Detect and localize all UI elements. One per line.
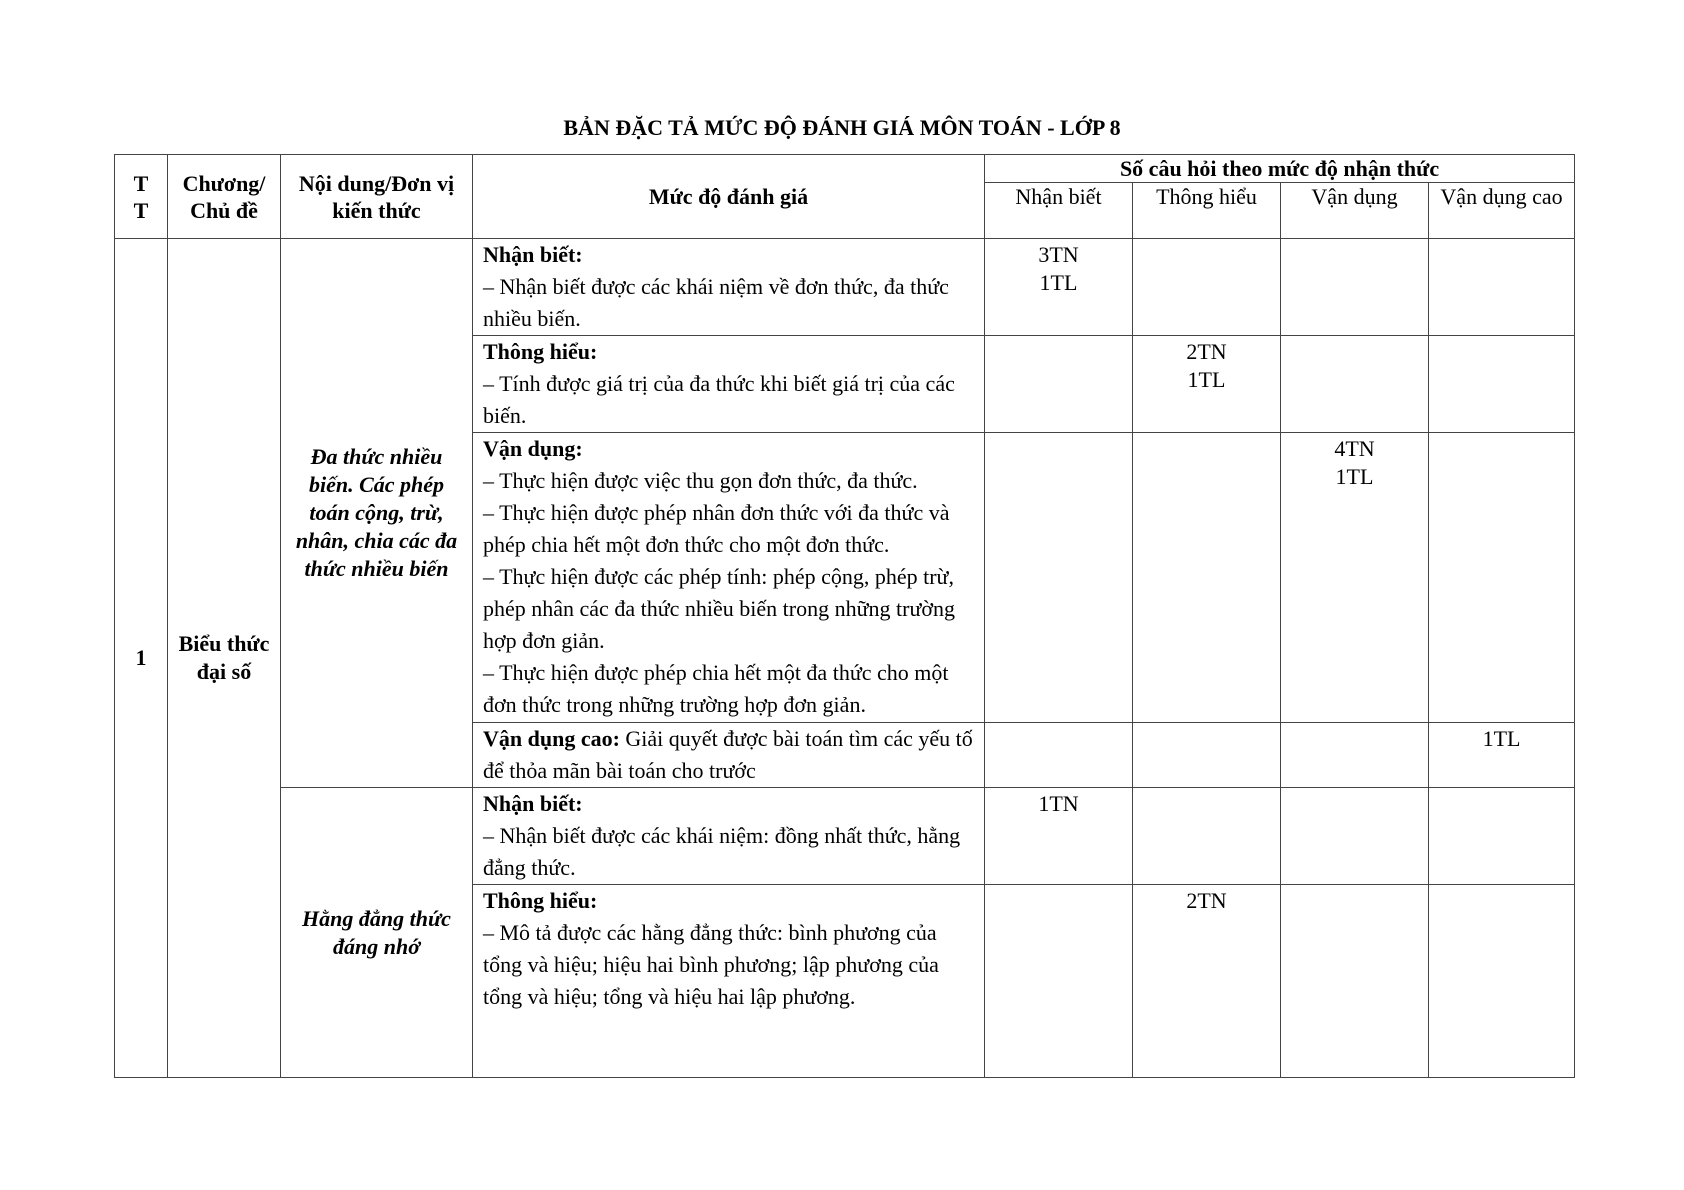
header-chapter: Chương/ Chủ đề [168,155,281,239]
level-label: Thông hiểu: [483,888,598,913]
count-vdc [1429,885,1575,1078]
count-nb [985,885,1133,1078]
level-desc: – Thực hiện được phép nhân đơn thức với đa thức và phép chia hết một đơn thức cho một đơn thức. [483,500,950,557]
header-th: Thông hiểu [1133,183,1281,239]
count-vd: 4TN 1TL [1281,433,1429,723]
level-label: Nhận biết: [483,242,583,267]
level-desc: – Nhận biết được các khái niệm: đồng nhất thức, hằng đẳng thức. [483,823,961,880]
level-desc: – Mô tả được các hằng đẳng thức: bình phương của tổng và hiệu; hiệu hai bình phương; lập phương của tổng và hiệu; tổng và hiệu hai lập phương. [483,920,939,1009]
row-chapter: Biểu thức đại số [168,239,281,1078]
count-vdc [1429,239,1575,336]
count-th [1133,433,1281,723]
count-th [1133,239,1281,336]
count-vd [1281,788,1429,885]
level-cell [473,433,985,723]
count-th: 2TN 1TL [1133,336,1281,433]
count-th [1133,788,1281,885]
level-desc: Giải quyết được bài toán tìm các yếu tố để thỏa mãn bài toán cho trước [483,726,973,783]
header-nb: Nhận biết [985,183,1133,239]
count-nb [985,336,1133,433]
level-desc: – Thực hiện được việc thu gọn đơn thức, đa thức. [483,468,918,493]
row-topic-1: Đa thức nhiều biến. Các phép toán cộng, trừ, nhân, chia các đa thức nhiều biến [281,239,473,788]
header-vdc: Vận dụng cao [1429,183,1575,239]
level-cell [473,885,985,1078]
level-desc: – Tính được giá trị của đa thức khi biết giá trị của các biến. [483,371,955,428]
count-vd [1281,239,1429,336]
count-vd [1281,723,1429,788]
level-desc: – Nhận biết được các khái niệm về đơn thức, đa thức nhiều biến. [483,274,949,331]
header-content: Nội dung/Đơn vị kiến thức [281,155,473,239]
table-row [115,239,1575,336]
level-label: Nhận biết: [483,791,583,816]
count-nb [985,723,1133,788]
header-tt: T T [115,155,168,239]
header-level: Mức độ đánh giá [473,155,985,239]
count-nb [985,433,1133,723]
level-label: Thông hiểu: [483,339,598,364]
count-vdc [1429,788,1575,885]
row-tt: 1 [115,239,168,1078]
count-vdc [1429,433,1575,723]
count-nb: 3TN 1TL [985,239,1133,336]
level-label: Vận dụng cao: [483,726,620,751]
level-cell [473,723,985,788]
specification-table [114,154,1575,1078]
level-cell [473,239,985,336]
count-vdc [1429,336,1575,433]
header-count-group: Số câu hỏi theo mức độ nhận thức [985,155,1575,183]
count-vd [1281,885,1429,1078]
count-vdc: 1TL [1429,723,1575,788]
level-desc: – Thực hiện được phép chia hết một đa thức cho một đơn thức trong những trường hợp đơn giản. [483,660,949,717]
row-topic-2: Hằng đẳng thức đáng nhớ [281,788,473,1078]
count-nb: 1TN [985,788,1133,885]
page-title: BẢN ĐẶC TẢ MỨC ĐỘ ĐÁNH GIÁ MÔN TOÁN - LỚP 8 [563,115,1121,140]
table-row [115,788,1575,885]
header-vd: Vận dụng [1281,183,1429,239]
count-vd [1281,336,1429,433]
level-desc: – Thực hiện được các phép tính: phép cộng, phép trừ, phép nhân các đa thức nhiều biến trong những trường hợp đơn giản. [483,564,956,653]
count-th [1133,723,1281,788]
level-cell [473,336,985,433]
level-label: Vận dụng: [483,436,583,461]
level-cell [473,788,985,885]
count-th: 2TN [1133,885,1281,1078]
